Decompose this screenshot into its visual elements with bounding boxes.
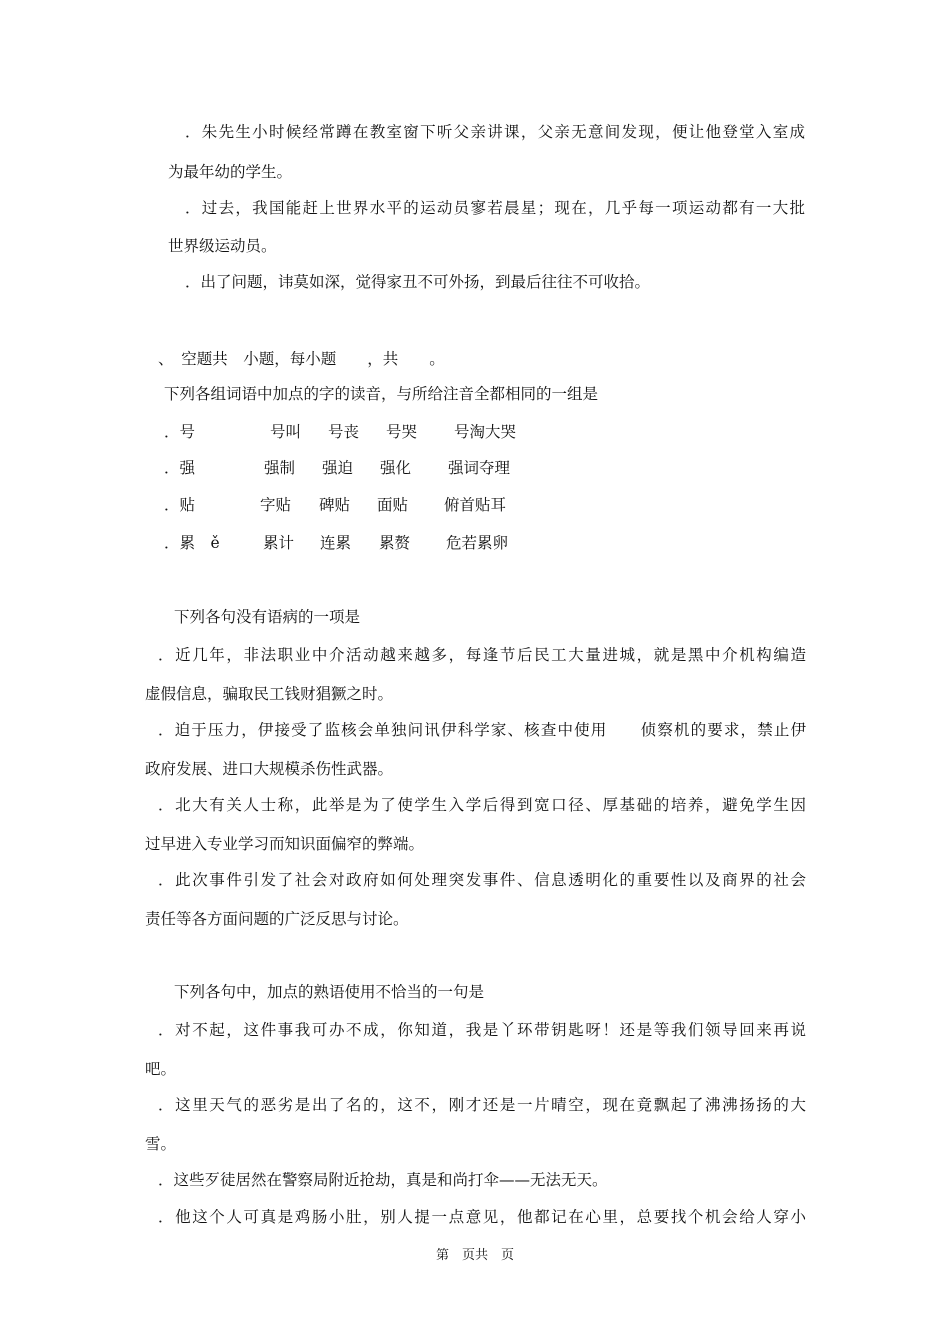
q1-stem: 下列各组词语中加点的字的读音，与所给注音全都相同的一组是 — [164, 385, 599, 403]
page-footer: 第 页共 页 — [435, 1248, 514, 1263]
section-heading: 、 空题共 小题，每小题 ，共 。 — [158, 350, 445, 368]
q3-line-6: ．他这个人可真是鸡肠小肚，别人提一点意见，他都记在心里，总要找个机会给人穿小 — [158, 1208, 806, 1226]
q2-line-6: 过早进入专业学习而知识面偏窄的弊端。 — [145, 835, 425, 853]
q3-line-4: 雪。 — [145, 1135, 177, 1153]
q2-line-2: 虚假信息，骗取民工钱财猖獗之时。 — [145, 685, 394, 703]
q1-option-a-word-4: 号淘大哭 — [454, 423, 517, 441]
q1-option-a-word-3: 号哭 — [386, 423, 418, 441]
q3-line-2: 吧。 — [145, 1060, 177, 1078]
q1-option-b-word-3: 强化 — [380, 459, 412, 477]
q2-line-4: 政府发展、进口大规模杀伤性武器。 — [145, 760, 394, 778]
q1-option-c-label: ．贴 — [164, 496, 196, 514]
q1-option-c — [164, 495, 564, 515]
intro-line-1: ．朱先生小时候经常蹲在教室窗下听父亲讲课，父亲无意间发现，便让他登堂入室成 — [185, 123, 805, 141]
q1-option-b-word-4: 强词夺理 — [448, 459, 511, 477]
q1-option-d-label: ．累 ě — [164, 534, 220, 552]
q1-option-d — [164, 533, 564, 553]
q1-option-b-word-1: 强制 — [264, 459, 296, 477]
intro-line-2: 为最年幼的学生。 — [168, 163, 293, 181]
q1-option-d-word-1: 累计 — [263, 534, 295, 552]
q1-option-b-label: ．强 — [164, 459, 196, 477]
q1-option-b — [164, 458, 564, 478]
q1-option-a-label: ．号 — [164, 423, 196, 441]
q1-option-a-word-1: 号叫 — [270, 423, 302, 441]
q1-option-c-word-3: 面贴 — [377, 496, 409, 514]
q3-line-1: ．对不起，这件事我可办不成，你知道，我是丫环带钥匙呀！还是等我们领导回来再说 — [158, 1021, 806, 1039]
intro-line-3: ．过去，我国能赶上世界水平的运动员寥若晨星；现在，几乎每一项运动都有一大批 — [185, 199, 805, 217]
q1-option-a-word-2: 号丧 — [328, 423, 360, 441]
q1-option-a — [164, 422, 564, 442]
q2-line-8: 责任等各方面问题的广泛反思与讨论。 — [145, 910, 409, 928]
q2-line-1: ．近几年，非法职业中介活动越来越多，每逢节后民工大量进城，就是黑中介机构编造 — [158, 646, 806, 664]
q3-stem: 下列各句中，加点的熟语使用不恰当的一句是 — [174, 983, 485, 1001]
q1-option-d-word-4: 危若累卵 — [446, 534, 509, 552]
q3-line-5: ．这些歹徒居然在警察局附近抢劫，真是和尚打伞——无法无天。 — [158, 1171, 608, 1189]
q1-option-c-word-4: 俯首贴耳 — [444, 496, 507, 514]
q2-line-7: ．此次事件引发了社会对政府如何处理突发事件、信息透明化的重要性以及商界的社会 — [158, 871, 806, 889]
q2-line-3: ．迫于压力，伊接受了监核会单独问讯伊科学家、核查中使用 侦察机的要求，禁止伊 — [158, 721, 806, 739]
intro-line-5: ．出了问题，讳莫如深，觉得家丑不可外扬，到最后往往不可收拾。 — [185, 273, 651, 291]
q3-line-3: ．这里天气的恶劣是出了名的，这不，刚才还是一片晴空，现在竟飘起了沸沸扬扬的大 — [158, 1096, 806, 1114]
q2-stem: 下列各句没有语病的一项是 — [174, 608, 361, 626]
q2-line-5: ．北大有关人士称，此举是为了使学生入学后得到宽口径、厚基础的培养，避免学生因 — [158, 796, 806, 814]
q1-option-d-word-3: 累赘 — [379, 534, 411, 552]
q1-option-d-word-2: 连累 — [320, 534, 352, 552]
q1-option-c-word-1: 字贴 — [260, 496, 292, 514]
intro-line-4: 世界级运动员。 — [168, 237, 277, 255]
q1-option-c-word-2: 碑贴 — [319, 496, 351, 514]
q1-option-b-word-2: 强迫 — [322, 459, 354, 477]
